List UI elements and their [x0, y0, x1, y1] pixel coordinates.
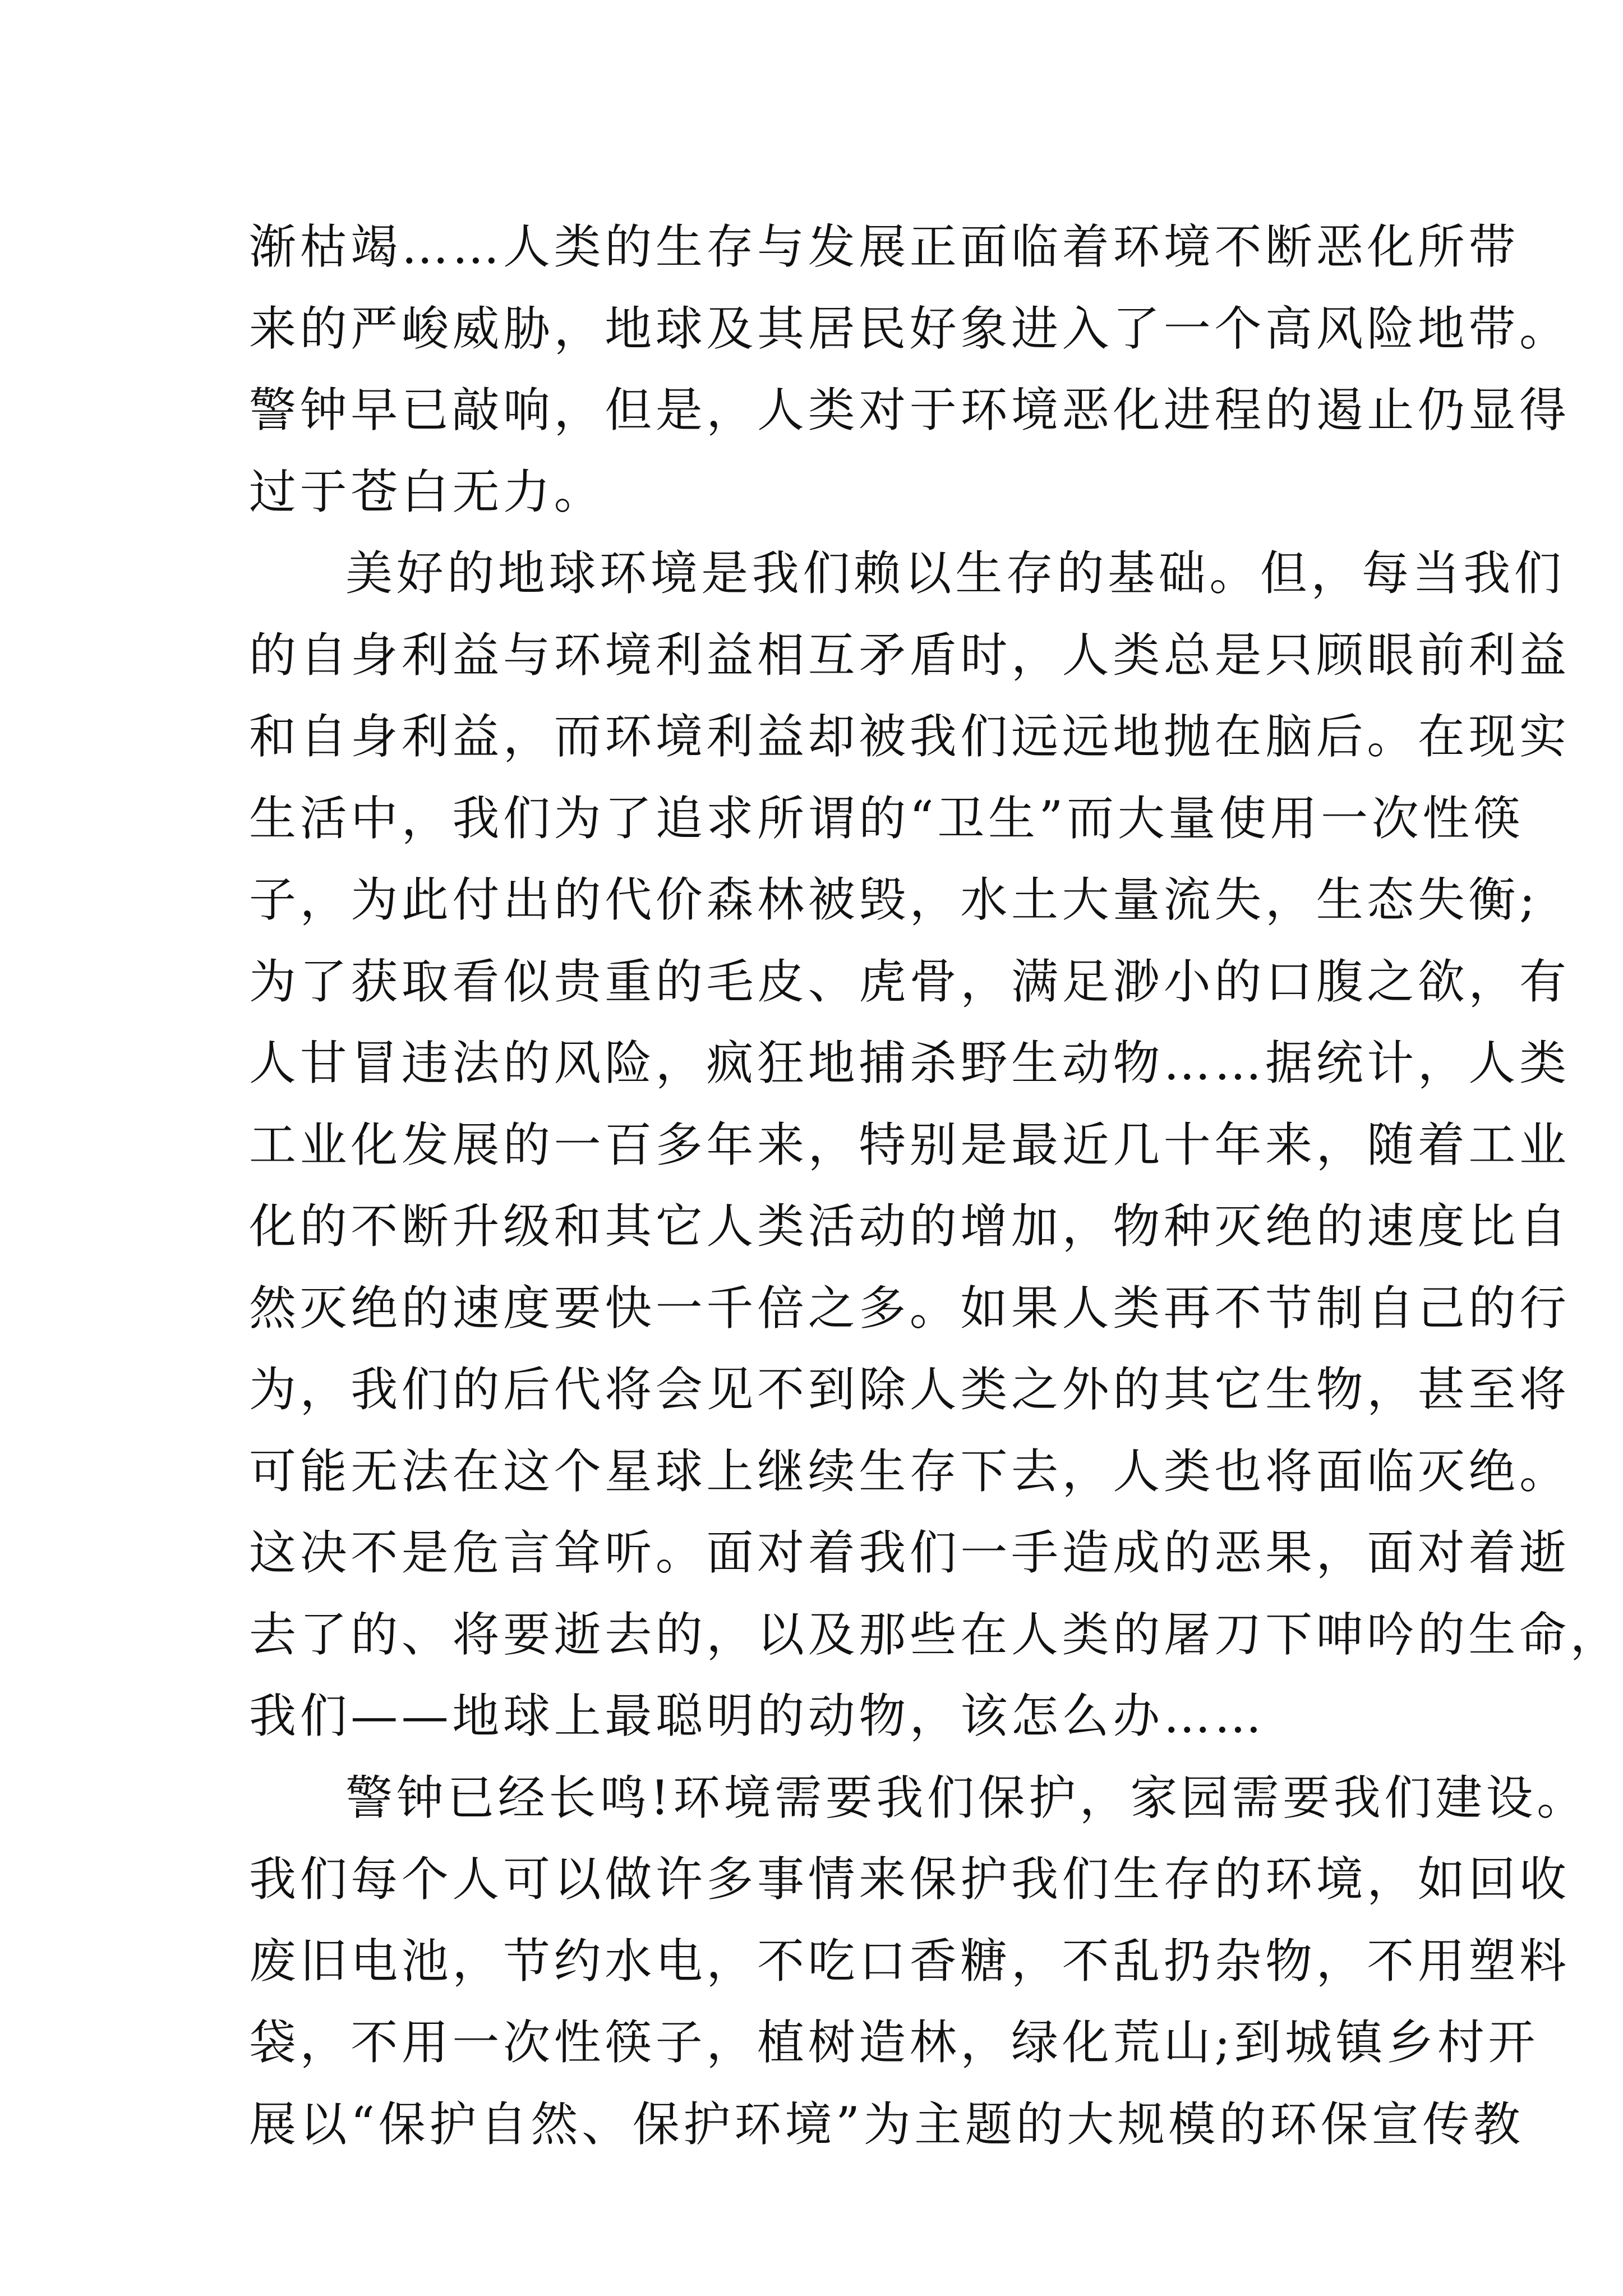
text-line-3: 警钟早已敲响，但是，人类对于环境恶化进程的遏止仍显得	[249, 383, 1570, 438]
text-line-14: 然灭绝的速度要快一千倍之多。如果人类再不节制自己的行	[249, 1280, 1570, 1336]
text-line-2: 来的严峻威胁，地球及其居民好象进入了一个高风险地带。	[249, 301, 1570, 356]
text-line-22: 废旧电池，节约水电，不吃口香糖，不乱扔杂物，不用塑料	[249, 1933, 1570, 1989]
text-line-8: 生活中，我们为了追求所谓的“卫生”而大量使用一次性筷	[249, 790, 1524, 846]
paragraph-2-first-line: 美好的地球环境是我们赖以生存的基础。但，每当我们	[345, 546, 1565, 601]
text-line-13: 化的不断升级和其它人类活动的增加，物种灭绝的速度比自	[249, 1199, 1570, 1254]
text-line-7: 和自身利益，而环境利益却被我们远远地抛在脑后。在现实	[249, 709, 1570, 764]
text-line-11: 人甘冒违法的风险，疯狂地捕杀野生动物……据统计，人类	[249, 1036, 1570, 1091]
paragraph-3-first-line: 警钟已经长鸣!环境需要我们保护，家园需要我们建设。	[345, 1770, 1588, 1825]
text-line-16: 可能无法在这个星球上继续生存下去，人类也将面临灭绝。	[249, 1443, 1570, 1499]
body-text	[249, 206, 1621, 2165]
text-line-9: 子，为此付出的代价森林被毁，水土大量流失，生态失衡;	[249, 872, 1539, 927]
text-line-17: 这决不是危言耸听。面对着我们一手造成的恶果，面对着逝	[249, 1525, 1570, 1580]
text-line-1: 渐枯竭……人类的生存与发展正面临着环境不断恶化所带	[249, 219, 1520, 274]
text-line-12: 工业化发展的一百多年来，特别是最近几十年来，随着工业	[249, 1117, 1570, 1172]
text-line-19: 我们——地球上最聪明的动物，该怎么办……	[249, 1688, 1266, 1743]
text-line-6: 的自身利益与环境利益相互矛盾时，人类总是只顾眼前利益	[249, 627, 1570, 683]
text-line-15: 为，我们的后代将会见不到除人类之外的其它生物，甚至将	[249, 1362, 1570, 1417]
text-line-18: 去了的、将要逝去的，以及那些在人类的屠刀下呻吟的生命，	[249, 1607, 1621, 1662]
text-line-10: 为了获取看似贵重的毛皮、虎骨，满足渺小的口腹之欲，有	[249, 954, 1570, 1009]
text-line-4: 过于苍白无力。	[249, 464, 605, 519]
text-line-23: 袋，不用一次性筷子，植树造林，绿化荒山;到城镇乡村开	[249, 2015, 1539, 2070]
text-line-21: 我们每个人可以做许多事情来保护我们生存的环境，如回收	[249, 1852, 1570, 1907]
text-line-24: 展以“保护自然、保护环境”为主题的大规模的环保宣传教	[249, 2096, 1524, 2152]
